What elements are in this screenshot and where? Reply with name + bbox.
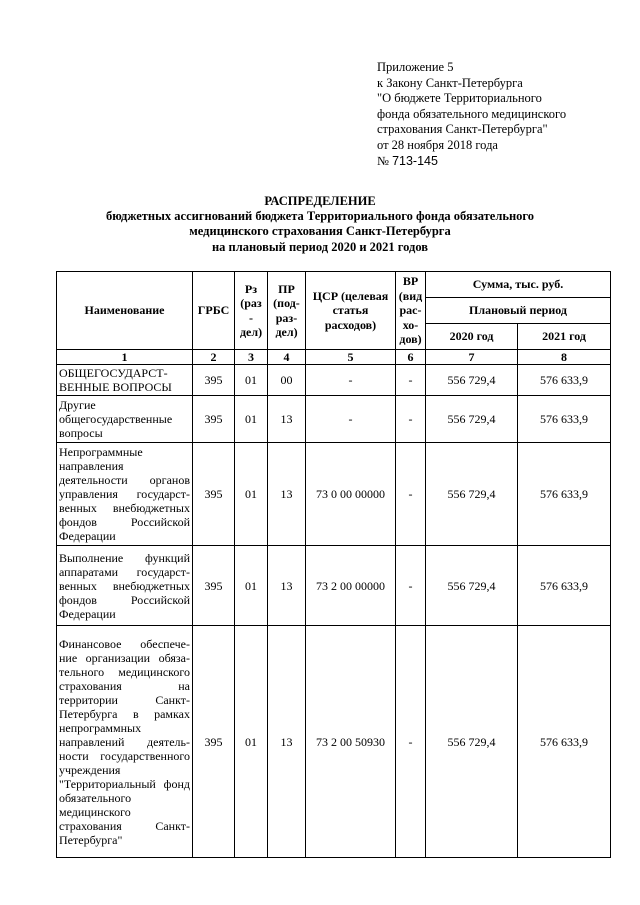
header-2021: 2021 год — [518, 324, 611, 350]
row-vr: - — [396, 443, 426, 546]
law-number: 713-145 — [392, 153, 438, 168]
row-rz: 01 — [235, 626, 268, 858]
row-vr: - — [396, 365, 426, 396]
column-number: 1 — [57, 350, 193, 365]
row-rz: 01 — [235, 546, 268, 626]
row-2020: 556 729,4 — [426, 626, 518, 858]
table-row — [57, 443, 611, 546]
row-grbs: 395 — [193, 365, 235, 396]
row-2021: 576 633,9 — [518, 626, 611, 858]
column-number: 4 — [268, 350, 306, 365]
column-number-row — [57, 350, 611, 365]
row-2020: 556 729,4 — [426, 365, 518, 396]
budget-table — [56, 271, 611, 858]
row-name: Непрограммные направления деятельности органов управления государст- венных внебюджетных фондов Российской Федерации — [57, 443, 193, 546]
row-vr: - — [396, 626, 426, 858]
row-name: Другие общегосударственные вопросы — [57, 396, 193, 443]
row-2021: 576 633,9 — [518, 546, 611, 626]
row-rz: 01 — [235, 443, 268, 546]
table-row — [57, 396, 611, 443]
header-sum: Сумма, тыс. руб. — [426, 272, 611, 298]
row-rz: 01 — [235, 396, 268, 443]
column-number: 2 — [193, 350, 235, 365]
row-grbs: 395 — [193, 396, 235, 443]
row-2020: 556 729,4 — [426, 443, 518, 546]
header-pr: ПР (под- раз- дел) — [268, 272, 306, 350]
header-2020: 2020 год — [426, 324, 518, 350]
row-pr: 00 — [268, 365, 306, 396]
document-title — [0, 194, 640, 255]
title-line-2: бюджетных ассигнований бюджета Территориального фонда обязательного — [105, 209, 535, 224]
row-csr: 73 0 00 00000 — [306, 443, 396, 546]
title-line-3: медицинского страхования Санкт-Петербурга — [189, 224, 451, 239]
row-2021: 576 633,9 — [518, 396, 611, 443]
row-2020: 556 729,4 — [426, 396, 518, 443]
header-row — [57, 272, 611, 298]
row-vr: - — [396, 546, 426, 626]
appendix-line: Приложение 5 — [377, 60, 454, 74]
row-vr: - — [396, 396, 426, 443]
appendix-line: к Закону Санкт-Петербурга — [377, 75, 523, 90]
title-line-1: РАСПРЕДЕЛЕНИЕ — [264, 194, 376, 208]
table-row — [57, 546, 611, 626]
column-number: 3 — [235, 350, 268, 365]
column-number: 8 — [518, 350, 611, 365]
row-pr: 13 — [268, 396, 306, 443]
row-csr: 73 2 00 50930 — [306, 626, 396, 858]
header-rz: Рз (раз - дел) — [235, 272, 268, 350]
column-number: 5 — [306, 350, 396, 365]
title-line-4: на плановый период 2020 и 2021 годов — [211, 239, 429, 254]
row-csr: - — [306, 396, 396, 443]
table-row — [57, 626, 611, 858]
row-name: ОБЩЕГОСУДАРСТ- ВЕННЫЕ ВОПРОСЫ — [57, 365, 193, 396]
row-2021: 576 633,9 — [518, 443, 611, 546]
row-pr: 13 — [268, 626, 306, 858]
appendix-line: страхования Санкт-Петербурга" — [377, 122, 548, 137]
row-rz: 01 — [235, 365, 268, 396]
header-csr: ЦСР (целевая статья расходов) — [306, 272, 396, 350]
law-number-prefix: № — [377, 153, 393, 168]
row-pr: 13 — [268, 546, 306, 626]
appendix-line: "О бюджете Территориального — [377, 91, 542, 106]
row-pr: 13 — [268, 443, 306, 546]
row-name: Выполнение функций аппаратами государст- венных внебюджетных фондов Российской Федерации — [57, 546, 193, 626]
row-csr: - — [306, 365, 396, 396]
header-vr: ВР (вид рас- хо- дов) — [396, 272, 426, 350]
column-number: 6 — [396, 350, 426, 365]
header-planned: Плановый период — [426, 298, 611, 324]
appendix-line: фонда обязательного медицинского — [377, 106, 567, 121]
appendix-line: от 28 ноября 2018 года — [377, 137, 498, 152]
column-number: 7 — [426, 350, 518, 365]
row-grbs: 395 — [193, 443, 235, 546]
appendix-block — [377, 60, 566, 169]
row-grbs: 395 — [193, 626, 235, 858]
header-grbs: ГРБС — [193, 272, 235, 350]
row-2020: 556 729,4 — [426, 546, 518, 626]
row-name: Финансовое обеспече- ние организации обяза- тельного медицинского страхования на территории Санкт- Петербурга в рамках непрограммных направлений деятель- ности государственного учреждения "Территориальный фонд обязательного медицинского страхования Санкт-Петербурга" — [57, 626, 193, 858]
row-grbs: 395 — [193, 546, 235, 626]
row-csr: 73 2 00 00000 — [306, 546, 396, 626]
row-2021: 576 633,9 — [518, 365, 611, 396]
table-row — [57, 365, 611, 396]
law-number-line — [377, 154, 566, 170]
header-name: Наименование — [57, 272, 193, 350]
